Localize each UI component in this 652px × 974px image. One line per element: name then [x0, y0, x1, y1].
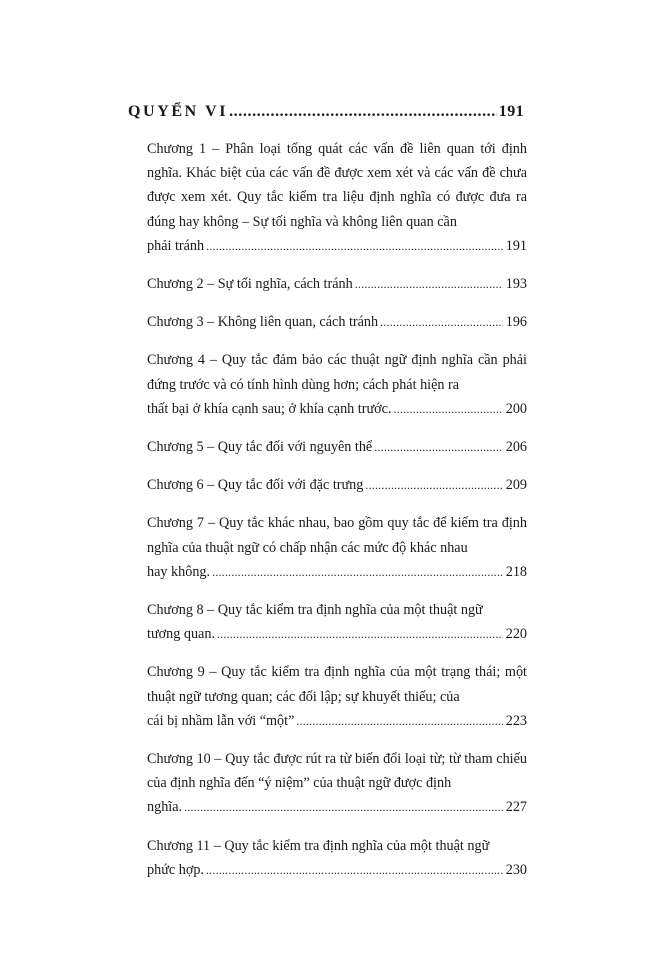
entry-last-line: [147, 435, 527, 459]
entry-page-number: 223: [505, 712, 527, 729]
entry-page-number: 191: [505, 237, 527, 254]
section-heading: [128, 103, 524, 121]
entry-page-number: 209: [505, 477, 527, 494]
entry-page-number: 200: [505, 400, 527, 417]
entry-text-end: phải tránh: [147, 237, 205, 254]
dot-leader: [365, 473, 502, 497]
section-title: QUYỂN VI: [128, 103, 229, 120]
entry-last-line: [147, 397, 527, 421]
toc-entries: [147, 137, 527, 896]
dot-leader: [394, 397, 503, 421]
toc-entry[interactable]: [147, 473, 527, 497]
entry-last-line: [147, 709, 527, 733]
entry-page-number: 196: [505, 314, 527, 331]
entry-page-number: 218: [505, 563, 527, 580]
entry-last-line: [147, 622, 527, 646]
dot-leader: [296, 709, 502, 733]
entry-text: Chương 1 – Phân loại tổng quát các vấn đề liên quan tới định nghĩa. Khác biệt của các vấn đề được xem xét và các vấn đề chưa được xem xét. Quy tắc kiểm tra liệu định nghĩa có được đưa ra đúng hay không – Sự tối nghĩa và không liên quan cần: [147, 141, 527, 230]
entry-text: Chương 7 – Quy tắc khác nhau, bao gồm quy tắc để kiểm tra định nghĩa của thuật ngữ có chấp nhận các mức độ khác nhau: [147, 515, 527, 556]
section-page-number: 191: [498, 103, 524, 120]
entry-text-end: phức hợp.: [147, 861, 204, 878]
toc-entry[interactable]: [147, 834, 527, 882]
dot-leader: [229, 103, 497, 121]
toc-entry[interactable]: [147, 348, 527, 421]
entry-text: Chương 4 – Quy tắc đảm bảo các thuật ngữ định nghĩa cần phải đứng trước và có tính hình dùng hơn; cách phát hiện ra: [147, 352, 527, 393]
entry-page-number: 206: [505, 439, 527, 456]
dot-leader: [380, 310, 503, 334]
entry-text-end: cái bị nhầm lẫn với “một”: [147, 712, 295, 729]
dot-leader: [374, 435, 502, 459]
entry-text-end: nghĩa.: [147, 799, 183, 816]
entry-last-line: [147, 560, 527, 584]
entry-last-line: [147, 272, 527, 296]
entry-page-number: 227: [505, 799, 527, 816]
entry-text-end: tương quan.: [147, 626, 215, 643]
toc-entry[interactable]: [147, 511, 527, 584]
dot-leader: [206, 858, 503, 882]
toc-entry[interactable]: [147, 272, 527, 296]
entry-last-line: [147, 795, 527, 819]
entry-page-number: 230: [505, 861, 527, 878]
toc-entry[interactable]: [147, 310, 527, 334]
entry-page-number: 193: [505, 276, 527, 293]
dot-leader: [212, 560, 503, 584]
entry-text: Chương 8 – Quy tắc kiểm tra định nghĩa của một thuật ngữ: [147, 602, 483, 619]
entry-last-line: [147, 310, 527, 334]
entry-last-line: [147, 473, 527, 497]
entry-page-number: 220: [505, 626, 527, 643]
entry-last-line: [147, 858, 527, 882]
entry-text-end: Chương 3 – Không liên quan, cách tránh: [147, 314, 379, 331]
toc-entry[interactable]: [147, 435, 527, 459]
entry-text-end: hay không.: [147, 563, 211, 580]
entry-text: Chương 11 – Quy tắc kiểm tra định nghĩa của một thuật ngữ: [147, 837, 490, 854]
dot-leader: [355, 272, 503, 296]
entry-text: Chương 10 – Quy tắc được rút ra từ biến đổi loại từ; từ tham chiếu của định nghĩa đến “ý niệm” của thuật ngữ được định: [147, 751, 527, 792]
entry-last-line: [147, 234, 527, 258]
entry-text-end: Chương 5 – Quy tắc đối với nguyên thể: [147, 439, 373, 456]
dot-leader: [184, 795, 503, 819]
dot-leader: [217, 622, 503, 646]
entry-text-end: Chương 6 – Quy tắc đối với đặc trưng: [147, 477, 364, 494]
toc-entry[interactable]: [147, 598, 527, 646]
entry-text-end: Chương 2 – Sự tối nghĩa, cách tránh: [147, 276, 353, 293]
entry-text-end: thất bại ở khía cạnh sau; ở khía cạnh trước.: [147, 400, 392, 417]
dot-leader: [206, 234, 503, 258]
entry-text: Chương 9 – Quy tắc kiểm tra định nghĩa của một trạng thái; một thuật ngữ tương quan; các đối lập; sự khuyết thiếu; của: [147, 664, 527, 705]
toc-entry[interactable]: [147, 137, 527, 258]
toc-entry[interactable]: [147, 660, 527, 733]
toc-entry[interactable]: [147, 747, 527, 820]
